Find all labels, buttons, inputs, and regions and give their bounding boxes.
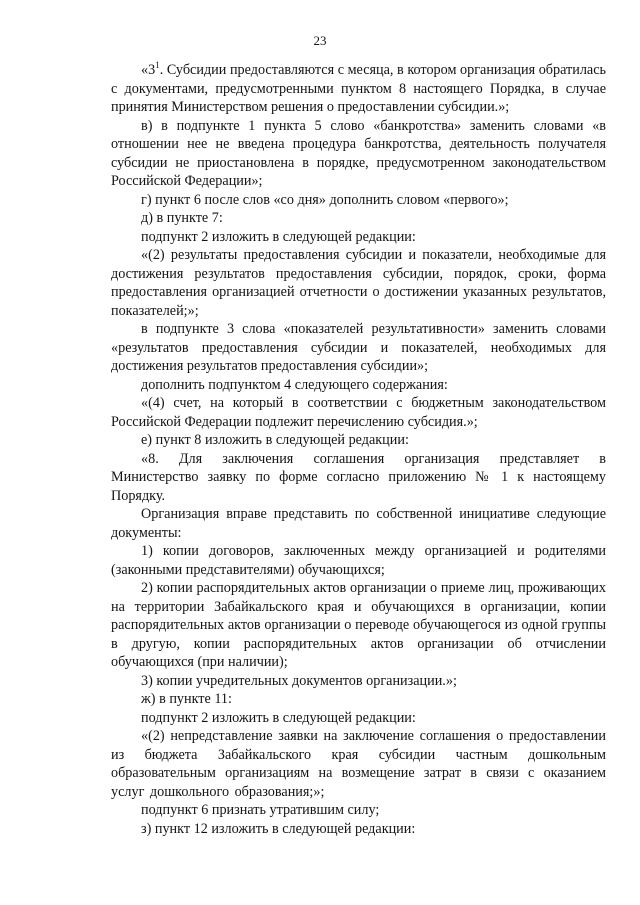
paragraph-doc-3: 3) копии учредительных документов организации.»; [141, 672, 457, 689]
paragraph-point-8: «8. Для заключения соглашения организация представляет в Министерство заявку по форме согласно приложению № 1 к настоящему Порядку. [111, 450, 606, 504]
paragraph-subitem-3: в подпункте 3 слова «показателей результативности» заменить словами «результатов предоставления субсидии и показателей, необходимых для достижения результатов предоставления субсидии»; [111, 321, 606, 374]
paragraph-subitem-4-intro: дополнить подпунктом 4 следующего содержания: [141, 376, 448, 393]
paragraph-subitem-2-intro-b: подпункт 2 изложить в следующей редакции: [141, 709, 416, 726]
paragraph-item-v: в) в подпункте 1 пункта 5 слово «банкротства» заменить словами «в отношении нее не введена процедура банкротства, деятельность получателя субсидии не приостановлена в порядке, предусмотренном законодательством Российской Федерации»; [111, 117, 606, 189]
paragraph-doc-2: 2) копии распорядительных актов организации о приеме лиц, проживающих на территории Забайкальского края и обучающихся в организации, копии распорядительных актов организации о переводе обучающегося из одной группы в другую, копии распорядительных актов организации об отчислении обучающихся (при наличии); [111, 580, 606, 670]
document-body [111, 61, 606, 838]
paragraph-subitem-6: подпункт 6 признать утратившим силу; [141, 802, 380, 818]
paragraph-item-d: д) в пункте 7: [141, 210, 223, 226]
paragraph-subitem-2-text-b: «(2) непредставление заявки на заключение соглашения о предоставлении из бюджета Забайкальского края субсидии частным дошкольным образовательным организациям на возмещение затрат в связи с оказанием услуг дошкольного образования;»; [111, 728, 606, 800]
paragraph-documents-intro: Организация вправе представить по собственной инициативе следующие документы: [111, 506, 606, 541]
paragraph-item-e: е) пункт 8 изложить в следующей редакции: [141, 432, 409, 448]
paragraph-item-z: з) пункт 12 изложить в следующей редакции: [141, 820, 416, 837]
paragraph-subitem-4-text: «(4) счет, на который в соответствии с бюджетным законодательством Российской Федерации подлежит перечислению субсидия.»; [111, 395, 606, 430]
paragraph-subitem-2-text: «(2) результаты предоставления субсидии и показатели, необходимые для достижения результатов предоставления субсидии, порядок, сроки, форма предоставления организацией отчетности о достижении указанных результатов, показателей;»; [111, 247, 606, 319]
paragraph-subitem-2-intro: подпункт 2 изложить в следующей редакции: [141, 228, 416, 245]
paragraph-subsidy-start: «$3^1$. Субсидии предоставляются с месяца, в котором организация обратилась с документами, предусмотренными пунктом 8 настоящего Порядка, в случае принятия Министерством решения о предоставлении субсидии.»; [111, 60, 606, 115]
superscript-index: 1 [155, 60, 160, 70]
paragraph-item-zh: ж) в пункте 11: [141, 691, 232, 707]
paragraph-item-g: г) пункт 6 после слов «со дня» дополнить словом «первого»; [141, 191, 509, 208]
paragraph-doc-1: 1) копии договоров, заключенных между организацией и родителями (законными представителями) обучающихся; [111, 543, 606, 578]
page-number: 23 [313, 33, 327, 48]
